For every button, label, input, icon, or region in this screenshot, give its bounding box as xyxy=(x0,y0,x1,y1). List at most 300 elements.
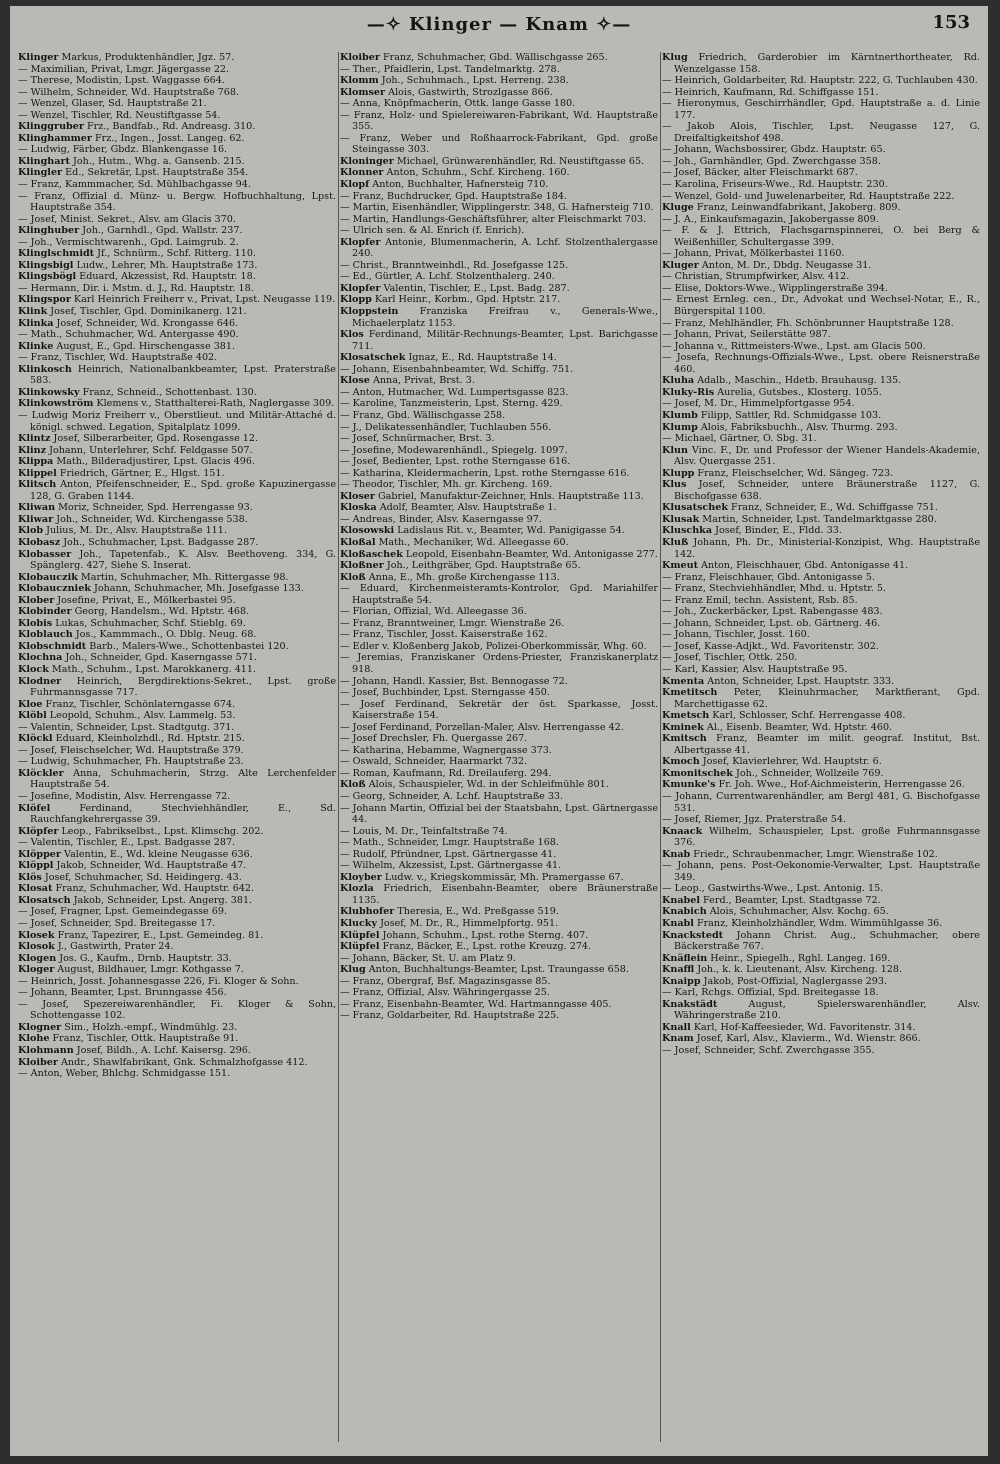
entry-surname: Klinggruber xyxy=(18,121,84,133)
directory-entry xyxy=(18,329,336,341)
entry-details: — Katharina, Kleidermacherin, Lpst. rothe Sterngasse 616. xyxy=(340,467,630,479)
entry-surname: Klingler xyxy=(18,167,63,179)
entry-details: — Josef, Fragner, Lpst. Gemeindegasse 69. xyxy=(18,906,228,918)
entry-details: — Johann, Beamter, Lpst. Brunngasse 456. xyxy=(18,987,227,999)
entry-surname: Klingspor xyxy=(18,294,71,306)
entry-surname: Kloblauch xyxy=(18,629,73,641)
directory-entry xyxy=(662,156,980,168)
entry-surname: Klinger xyxy=(18,52,59,63)
directory-entry xyxy=(662,779,980,791)
directory-page xyxy=(10,6,988,1456)
entry-details: — Christian, Strumpfwirker, Alsv. 412. xyxy=(662,271,850,283)
entry-details: — Hermann, Dir. i. Mstm. d. J., Rd. Hauptstr. 18. xyxy=(18,282,254,294)
entry-details: Josef, M. Dr., R., Himmelpfortg. 951. xyxy=(377,918,559,930)
entry-details: Heinr., Spiegelh., Rghl. Langeg. 169. xyxy=(707,952,891,964)
entry-details: Josef, Schuhmacher, Sd. Heidingerg. 43. xyxy=(41,871,242,883)
column-2 xyxy=(340,52,658,1452)
directory-entry xyxy=(18,826,336,838)
directory-entry xyxy=(662,271,980,283)
entry-details: — Johann, Wachsbossirer, Gbdz. Hauptstr. 65. xyxy=(662,144,886,156)
entry-details: Alois, Gastwirth, Strozlgasse 866. xyxy=(385,86,553,98)
directory-entry xyxy=(340,745,658,757)
directory-entry xyxy=(18,479,336,502)
directory-entry xyxy=(18,768,336,791)
entry-details: Karl, Schlosser, Schf. Herrengasse 408. xyxy=(709,710,906,722)
directory-entry xyxy=(18,144,336,156)
entry-details: — Martin, Eisenhändler, Wipplingerstr. 348, G. Hafnersteig 710. xyxy=(340,202,654,214)
entry-details: — Johanna v., Rittmeisters-Wwe., Lpst. am Glacis 500. xyxy=(662,340,926,352)
entry-details: — Ludwig, Färber, Gbdz. Blankengasse 16. xyxy=(18,144,228,156)
entry-surname: Knackstedt xyxy=(662,929,724,941)
entry-surname: Kloßal xyxy=(340,536,376,548)
entry-details: Franz, Leinwandfabrikant, Jakoberg. 809. xyxy=(693,202,901,214)
entry-details: Joh., Schneider, Wollzeile 769. xyxy=(732,767,884,779)
entry-details: — Valentin, Tischler, E., Lpst. Badgasse 287. xyxy=(18,837,236,849)
entry-surname: Knabl xyxy=(662,918,694,930)
directory-entry xyxy=(662,87,980,99)
directory-entry xyxy=(18,456,336,468)
directory-entry xyxy=(662,318,980,330)
directory-entry xyxy=(18,445,336,457)
entry-details: — Johann, Schneider, Lpst. ob. Gärtnerg. 46. xyxy=(662,617,881,629)
entry-details: — Ludwig Moriz Freiherr v., Oberstlieut. und Militär-Attaché d. königl. schwed. Legation, Spitalplatz 1099. xyxy=(18,409,336,433)
entry-surname: Klös xyxy=(18,871,42,883)
directory-entry xyxy=(340,906,658,918)
directory-entry xyxy=(662,468,980,480)
entry-surname: Kmetitsch xyxy=(662,687,718,699)
entry-details: Friedrich, Garderobier im Kärntnerthortheater, Rd. Wenzelgasse 158. xyxy=(674,52,980,75)
entry-details: Franz, Bäcker, E., Lpst. rothe Kreuzg. 274. xyxy=(379,941,592,953)
entry-details: Karl, Hof-Kaffeesieder, Wd. Favoritenstr. 314. xyxy=(690,1021,916,1033)
entry-details: — Franz, Goldarbeiter, Rd. Hauptstraße 225. xyxy=(340,1010,560,1022)
entry-details: Josef, Bildh., A. Lchf. Kaisersg. 296. xyxy=(73,1045,251,1057)
entry-surname: Klob xyxy=(18,525,44,537)
entry-details: Andr., Shawlfabrikant, Gnk. Schmalzhofgasse 412. xyxy=(57,1056,308,1068)
entry-details: — Maximilian, Privat, Lmgr. Jägergasse 22. xyxy=(18,63,230,75)
entry-details: — Hieronymus, Geschirrhändler, Gpd. Hauptstraße a. d. Linie 177. xyxy=(662,98,980,121)
entry-details: Leopold, Schuhm., Alsv. Lammelg. 53. xyxy=(46,710,236,722)
directory-entry xyxy=(662,918,980,930)
directory-entry xyxy=(18,699,336,711)
entry-surname: Klinz xyxy=(18,444,47,456)
entry-surname: Klug xyxy=(340,964,366,976)
entry-details: Karl Heinr., Korbm., Gpd. Hptstr. 217. xyxy=(371,294,561,306)
entry-details: Ferd., Beamter, Lpst. Stadtgasse 72. xyxy=(700,894,881,906)
entry-surname: Klöpfer xyxy=(18,825,59,837)
directory-entry xyxy=(662,664,980,676)
entry-details: — Josef Ferdinand, Sekretär der öst. Sparkasse, Josst. Kaiserstraße 154. xyxy=(340,698,658,722)
directory-entry xyxy=(18,987,336,999)
entry-details: Josef, Silberarbeiter, Gpd. Rosengasse 12. xyxy=(50,433,259,445)
entry-surname: Kloser xyxy=(340,490,375,502)
directory-entry xyxy=(18,976,336,988)
directory-entry xyxy=(662,479,980,502)
entry-details: Franz, Tischler, Ottk. Hauptstraße 91. xyxy=(49,1033,239,1045)
directory-entry xyxy=(340,768,658,780)
entry-details: — Josef Drechsler, Fh. Quergasse 267. xyxy=(340,733,528,745)
entry-surname: Klogen xyxy=(18,952,57,964)
entry-details: Franz, Tapezirer, E., Lpst. Gemeindeg. 81. xyxy=(54,929,264,941)
directory-entry xyxy=(340,502,658,514)
entry-details: — Johann, Bäcker, St. U. am Platz 9. xyxy=(340,952,516,964)
directory-entry xyxy=(18,1057,336,1069)
column-3 xyxy=(662,52,980,1452)
entry-details: — Josef, Buchbinder, Lpst. Sterngasse 450. xyxy=(340,687,550,699)
entry-surname: Kloß xyxy=(340,779,366,791)
page-number: 153 xyxy=(932,12,970,33)
directory-entry xyxy=(18,537,336,549)
entry-surname: Klinkowström xyxy=(18,398,94,410)
directory-entry xyxy=(662,733,980,756)
entry-details: Joh., Leithgräber, Gpd. Hauptstraße 65. xyxy=(383,560,581,572)
directory-entry xyxy=(340,514,658,526)
entry-details: Eduard, Akzessist, Rd. Hauptstr. 18. xyxy=(76,271,256,283)
directory-entry xyxy=(662,410,980,422)
entry-details: Anton, Buchhaltungs-Beamter, Lpst. Traungasse 658. xyxy=(365,964,629,976)
entry-details: — Franz, Eisenbahn-Beamter, Wd. Hartmanngasse 405. xyxy=(340,998,612,1010)
entry-details: — Josefine, Modewarenhändl., Spiegelg. 1097. xyxy=(340,444,568,456)
directory-entry xyxy=(662,583,980,595)
directory-entry xyxy=(662,652,980,664)
entry-details: — Wilhelm, Akzessist, Lpst. Gärtnergasse 41. xyxy=(340,860,562,872)
entry-details: Adolf, Beamter, Alsv. Hauptstraße 1. xyxy=(376,502,557,514)
directory-entry xyxy=(18,387,336,399)
directory-entry xyxy=(18,341,336,353)
entry-details: — Wenzel, Tischler, Rd. Neustiftgasse 54. xyxy=(18,109,221,121)
directory-entry xyxy=(662,387,980,399)
entry-surname: Klinkowsky xyxy=(18,386,80,398)
directory-entry xyxy=(18,306,336,318)
directory-entry xyxy=(662,676,980,688)
directory-entry xyxy=(340,525,658,537)
entry-details: Anna, E., Mh. große Kirchengasse 113. xyxy=(365,571,560,583)
directory-entry xyxy=(662,294,980,317)
entry-surname: Klinkosch xyxy=(18,363,72,375)
directory-entry xyxy=(662,445,980,468)
directory-entry xyxy=(18,1068,336,1080)
entry-details: — Franz, Tischler, Josst. Kaiserstraße 162. xyxy=(340,629,548,641)
entry-details: — Louis, M. Dr., Teinfaltstraße 74. xyxy=(340,825,508,837)
directory-entry xyxy=(340,294,658,306)
entry-details: — Therese, Modistin, Lpst. Waggasse 664. xyxy=(18,75,225,87)
entry-details: Anton, Schuhm., Schf. Kircheng. 160. xyxy=(383,167,570,179)
directory-entry xyxy=(662,976,980,988)
entry-details: Adalb., Maschin., Hdetb. Brauhausg. 135. xyxy=(694,375,902,387)
directory-entry xyxy=(662,514,980,526)
entry-details: Alois, Schauspieler, Wd. in der Schleifmühle 801. xyxy=(365,779,609,791)
entry-surname: Klusatschek xyxy=(662,502,728,514)
entry-surname: Knaack xyxy=(662,825,703,837)
directory-entry xyxy=(18,791,336,803)
directory-entry xyxy=(340,987,658,999)
entry-details: — Valentin, Schneider, Lpst. Stadtgutg. 371. xyxy=(18,721,235,733)
entry-surname: Klöppl xyxy=(18,860,54,872)
entry-details: Franz, Schneid., Schottenbast. 130. xyxy=(79,386,257,398)
entry-details: — Franz, Stechviehhändler, Mhd. u. Hptstr. 5. xyxy=(662,583,886,595)
entry-surname: Klupp xyxy=(662,467,695,479)
directory-entry xyxy=(662,283,980,295)
entry-details: — Johann, pens. Post-Oekonomie-Verwalter, Lpst. Hauptstraße 349. xyxy=(662,860,980,883)
entry-details: — Andreas, Binder, Alsv. Kaserngasse 97. xyxy=(340,513,542,525)
directory-entry xyxy=(340,791,658,803)
directory-entry xyxy=(18,167,336,179)
entry-surname: Klusak xyxy=(662,513,700,525)
entry-details: — Karoline, Tanzmeisterin, Lpst. Sterng. 429. xyxy=(340,398,563,410)
entry-surname: Kmetsch xyxy=(662,710,710,722)
directory-entry xyxy=(18,352,336,364)
entry-details: Karl Heinrich Freiherr v., Privat, Lpst. Neugasse 119. xyxy=(70,294,336,306)
entry-surname: Klöfel xyxy=(18,802,51,814)
entry-details: Joh., Schneider, Wd. Kirchengasse 538. xyxy=(53,513,248,525)
entry-surname: Kloppstein xyxy=(340,306,399,318)
entry-surname: Klingsbögl xyxy=(18,271,77,283)
entry-details: Johann, Ph. Dr., Ministerial-Konzipist, Whg. Hauptstraße 142. xyxy=(674,536,980,560)
entry-details: — Ther., Pfaidlerin, Lpst. Tandelmarktg. 278. xyxy=(340,63,560,75)
entry-surname: Kluky-Ris xyxy=(662,386,715,398)
directory-entry xyxy=(340,572,658,584)
directory-entry xyxy=(340,75,658,87)
entry-surname: Klochna xyxy=(18,652,63,664)
entry-surname: Klosatschek xyxy=(340,352,406,364)
directory-entry xyxy=(340,641,658,653)
directory-entry xyxy=(340,999,658,1011)
entry-surname: Kluha xyxy=(662,375,695,387)
entry-surname: Kmonitschek xyxy=(662,767,733,779)
directory-entry xyxy=(340,549,658,561)
entry-details: — Josefa, Rechnungs-Offizials-Wwe., Lpst. obere Reisnerstraße 460. xyxy=(662,352,980,375)
directory-entry xyxy=(340,733,658,745)
entry-details: — Franz, Offizial d. Münz- u. Bergw. Hofbuchhaltung, Lpst. Hauptstraße 354. xyxy=(18,190,336,214)
directory-entry xyxy=(18,1022,336,1034)
directory-entry xyxy=(662,433,980,445)
directory-entry xyxy=(662,964,980,976)
directory-entry xyxy=(340,191,658,203)
directory-entry xyxy=(662,352,980,375)
entry-details: Antonie, Blumenmacherin, A. Lchf. Stolzenthalergasse 240. xyxy=(352,236,658,260)
entry-surname: Klomser xyxy=(340,86,386,98)
entry-details: — Jakob Alois, Tischler, Lpst. Neugasse 127, G. Dreifaltigkeitshof 498. xyxy=(662,121,980,144)
entry-details: — Heinrich, Kaufmann, Rd. Schiffgasse 151. xyxy=(662,86,879,98)
entry-details: — Math., Schneider, Lmgr. Hauptstraße 168. xyxy=(340,837,559,849)
entry-details: — Franz, Kammmacher, Sd. Mühlbachgasse 94. xyxy=(18,179,251,191)
directory-entry xyxy=(18,514,336,526)
directory-entry xyxy=(662,756,980,768)
directory-entry xyxy=(18,75,336,87)
directory-entry xyxy=(662,953,980,965)
entry-surname: Klucky xyxy=(340,918,378,930)
entry-details: — Franz, Buchdrucker, Gpd. Hauptstraße 184. xyxy=(340,190,568,202)
directory-entry xyxy=(662,618,980,630)
entry-details: — Johann, Eisenbahnbeamter, Wd. Schiffg. 751. xyxy=(340,363,574,375)
directory-entry xyxy=(18,1045,336,1057)
entry-details: Michael, Grünwarenhändler, Rd. Neustiftgasse 65. xyxy=(393,155,645,167)
entry-details: — Josef, M. Dr., Himmelpfortgasse 954. xyxy=(662,398,855,410)
entry-details: Barb., Malers-Wwe., Schottenbastei 120. xyxy=(86,640,289,652)
directory-entry xyxy=(662,329,980,341)
directory-entry xyxy=(662,722,980,734)
entry-details: Joh., Schneider, Gpd. Kaserngasse 571. xyxy=(62,652,257,664)
entry-details: Anton, Buchhalter, Hafnersteig 710. xyxy=(369,179,549,191)
entry-surname: Klomm xyxy=(340,75,379,87)
entry-details: Al., Eisenb. Beamter, Wd. Hptstr. 460. xyxy=(703,721,893,733)
directory-entry xyxy=(662,248,980,260)
directory-entry xyxy=(340,110,658,133)
entry-details: Julius, M. Dr., Alsv. Hauptstraße 111. xyxy=(43,525,227,537)
entry-details: Math., Schuhm., Lpst. Marokkanerg. 411. xyxy=(48,663,257,675)
entry-surname: Kliwar xyxy=(18,513,54,525)
entry-details: Franz, Beamter im milit. geograf. Institut, Bst. Albertgasse 41. xyxy=(674,733,980,756)
entry-details: Heinrich, Nationalbankbeamter, Lpst. Praterstraße 583. xyxy=(30,363,336,387)
entry-surname: Klöbl xyxy=(18,710,47,722)
directory-entry xyxy=(662,52,980,75)
entry-details: Joh., Schuhmacher, Lpst. Badgasse 287. xyxy=(60,536,259,548)
directory-entry xyxy=(662,768,980,780)
directory-entry xyxy=(18,595,336,607)
entry-details: — Johann, Currentwarenhändler, am Bergl 481, G. Bischofgasse 531. xyxy=(662,791,980,814)
directory-entry xyxy=(662,225,980,248)
entry-surname: Klinke xyxy=(18,340,54,352)
column-1 xyxy=(18,52,336,1452)
entry-surname: Klinghuber xyxy=(18,225,80,237)
entry-surname: Kloger xyxy=(18,964,55,976)
entry-details: Josef, Schneider, Wd. Krongasse 646. xyxy=(53,317,239,329)
entry-details: — Josefine, Modistin, Alsv. Herrengasse 72. xyxy=(18,791,231,802)
directory-entry xyxy=(340,433,658,445)
entry-details: Franz, Schuhmacher, Wd. Hauptstr. 642. xyxy=(52,883,255,895)
directory-entry xyxy=(340,930,658,942)
entry-surname: Kloiber xyxy=(340,52,380,63)
entry-details: — Katharina, Hebamme, Wagnergasse 373. xyxy=(340,744,552,756)
directory-entry xyxy=(18,930,336,942)
directory-entry xyxy=(18,318,336,330)
directory-entry xyxy=(18,549,336,572)
entry-surname: Klogner xyxy=(18,1021,62,1033)
entry-surname: Kloiber xyxy=(18,1056,58,1068)
entry-details: Markus, Produktenhändler, Jgz. 57. xyxy=(58,52,235,63)
directory-entry xyxy=(18,606,336,618)
entry-details: Joh., k. k. Lieutenant, Alsv. Kircheng. 128. xyxy=(694,964,903,976)
entry-details: — Joh., Zuckerbäcker, Lpst. Rabengasse 483. xyxy=(662,606,883,618)
entry-details: — Heinrich, Josst. Johannesgasse 226, Fi. Kloger & Sohn. xyxy=(18,975,299,987)
entry-details: Jos., Kammmach., O. Dblg. Neug. 68. xyxy=(72,629,257,641)
entry-details: — Franz, Tischler, Wd. Hauptstraße 402. xyxy=(18,352,218,364)
entry-surname: Kminek xyxy=(662,721,704,733)
directory-entry xyxy=(18,121,336,133)
directory-entry xyxy=(340,964,658,976)
directory-entry xyxy=(340,387,658,399)
entry-details: — Anton, Hutmacher, Wd. Lumpertsgasse 823. xyxy=(340,386,569,398)
entry-details: — Franz, Gbd. Wällischgasse 258. xyxy=(340,409,506,421)
entry-surname: Klüpfel xyxy=(340,941,380,953)
directory-entry xyxy=(18,756,336,768)
entry-surname: Klohmann xyxy=(18,1045,74,1057)
entry-surname: Klopf xyxy=(340,179,370,191)
directory-entry xyxy=(662,1022,980,1034)
directory-entry xyxy=(340,560,658,572)
directory-entry xyxy=(340,468,658,480)
directory-entry xyxy=(18,803,336,826)
entry-details: Johann Christ. Aug., Schuhmacher, obere Bäckerstraße 767. xyxy=(674,929,980,953)
directory-entry xyxy=(18,918,336,930)
directory-entry xyxy=(662,687,980,710)
entry-surname: Knaipp xyxy=(662,975,701,987)
directory-entry xyxy=(18,364,336,387)
entry-surname: Kmenta xyxy=(662,675,705,687)
directory-entry xyxy=(340,375,658,387)
entry-surname: Kloninger xyxy=(340,155,394,167)
entry-details: Johann, Schuhmacher, Mh. Josefgasse 133. xyxy=(90,583,304,595)
directory-entry xyxy=(18,745,336,757)
entry-surname: Klosowski xyxy=(340,525,395,537)
entry-details: Friedrich, Eisenbahn-Beamter, obere Bräunerstraße 1135. xyxy=(352,883,658,906)
entry-details: Anton, M. Dr., Dbdg. Neugasse 31. xyxy=(698,259,872,271)
directory-entry xyxy=(662,398,980,410)
directory-entry xyxy=(340,687,658,699)
entry-surname: Klock xyxy=(18,663,49,675)
directory-entry xyxy=(340,214,658,226)
entry-details: — Johann, Privat, Seilerstätte 987. xyxy=(662,329,831,341)
directory-entry xyxy=(340,583,658,606)
directory-entry xyxy=(662,606,980,618)
entry-details: August, Spielerswarenhändler, Alsv. Währingerstraße 210. xyxy=(674,998,980,1022)
directory-entry xyxy=(662,214,980,226)
entry-details: — Johann, Privat, Mölkerbastei 1160. xyxy=(662,248,845,260)
directory-entry xyxy=(340,803,658,826)
entry-details: — Franz, Fleischhauer, Gbd. Antonigasse 5. xyxy=(662,571,875,583)
entry-surname: Klobasser xyxy=(18,548,72,560)
entry-details: Joh., Garnhdl., Gpd. Wallstr. 237. xyxy=(79,225,243,237)
entry-details: — Eduard, Kirchenmeisteramts-Kontrolor, Gpd. Mariahilfer Hauptstraße 54. xyxy=(340,583,658,606)
entry-details: — Ed., Gürtler, A. Lchf. Stolzenthalerg. 240. xyxy=(340,271,555,283)
directory-entry xyxy=(18,87,336,99)
entry-surname: Klingsbigl xyxy=(18,259,74,271)
directory-entry xyxy=(18,225,336,237)
entry-details: Josef, Schneider, untere Bräunerstraße 1127, G. Bischofgasse 638. xyxy=(674,479,980,502)
directory-entry xyxy=(662,1033,980,1045)
entry-surname: Klosat xyxy=(18,883,53,895)
entry-details: — Franz, Weber und Roßhaarrock-Fabrikant, Gpd. große Steingasse 303. xyxy=(340,132,658,156)
directory-entry xyxy=(340,260,658,272)
entry-details: — Martin, Handlungs-Geschäftsführer, alter Fleischmarkt 703. xyxy=(340,213,647,225)
directory-entry xyxy=(340,133,658,156)
entry-details: Ludw. v., Kriegskommissär, Mh. Pramergasse 67. xyxy=(381,871,624,883)
directory-entry xyxy=(18,652,336,664)
entry-details: — Karl, Rchgs. Offizial, Spd. Breitegasse 18. xyxy=(662,987,879,999)
entry-details: — Franz, Obergraf, Bsf. Magazinsgasse 85. xyxy=(340,975,551,987)
directory-entry xyxy=(18,433,336,445)
entry-surname: Klöckl xyxy=(18,733,53,745)
entry-surname: Kloe xyxy=(18,698,43,710)
directory-entry xyxy=(18,953,336,965)
directory-entry xyxy=(662,895,980,907)
directory-entry xyxy=(18,722,336,734)
entry-details: Franz, Tischler, Schönlaterngasse 674. xyxy=(42,698,236,710)
entry-details: — Franz Emil, techn. Assistent, Rsb. 85. xyxy=(662,594,858,606)
entry-details: — Anton, Weber, Bhlchg. Schmidgasse 151. xyxy=(18,1068,231,1080)
entry-details: Jf., Schnürm., Schf. Ritterg. 110. xyxy=(94,248,256,260)
entry-details: — Karl, Kassier, Alsv. Hauptstraße 95. xyxy=(662,663,848,675)
directory-entry xyxy=(340,872,658,884)
directory-entry xyxy=(18,214,336,226)
entry-details: — Christ., Branntweinhdl., Rd. Josefgasse 125. xyxy=(340,259,569,271)
entry-details: Martin, Schneider, Lpst. Tandelmarktgasse 280. xyxy=(699,513,937,525)
directory-entry xyxy=(18,110,336,122)
directory-entry xyxy=(340,722,658,734)
entry-details: — Josef, Schnürmacher, Brst. 3. xyxy=(340,433,495,445)
entry-surname: Klosek xyxy=(18,929,55,941)
entry-details: Josef, Binder, E., Fldd. 33. xyxy=(712,525,842,537)
entry-details: Valentin, Tischler, E., Lpst. Badg. 287. xyxy=(380,282,570,294)
